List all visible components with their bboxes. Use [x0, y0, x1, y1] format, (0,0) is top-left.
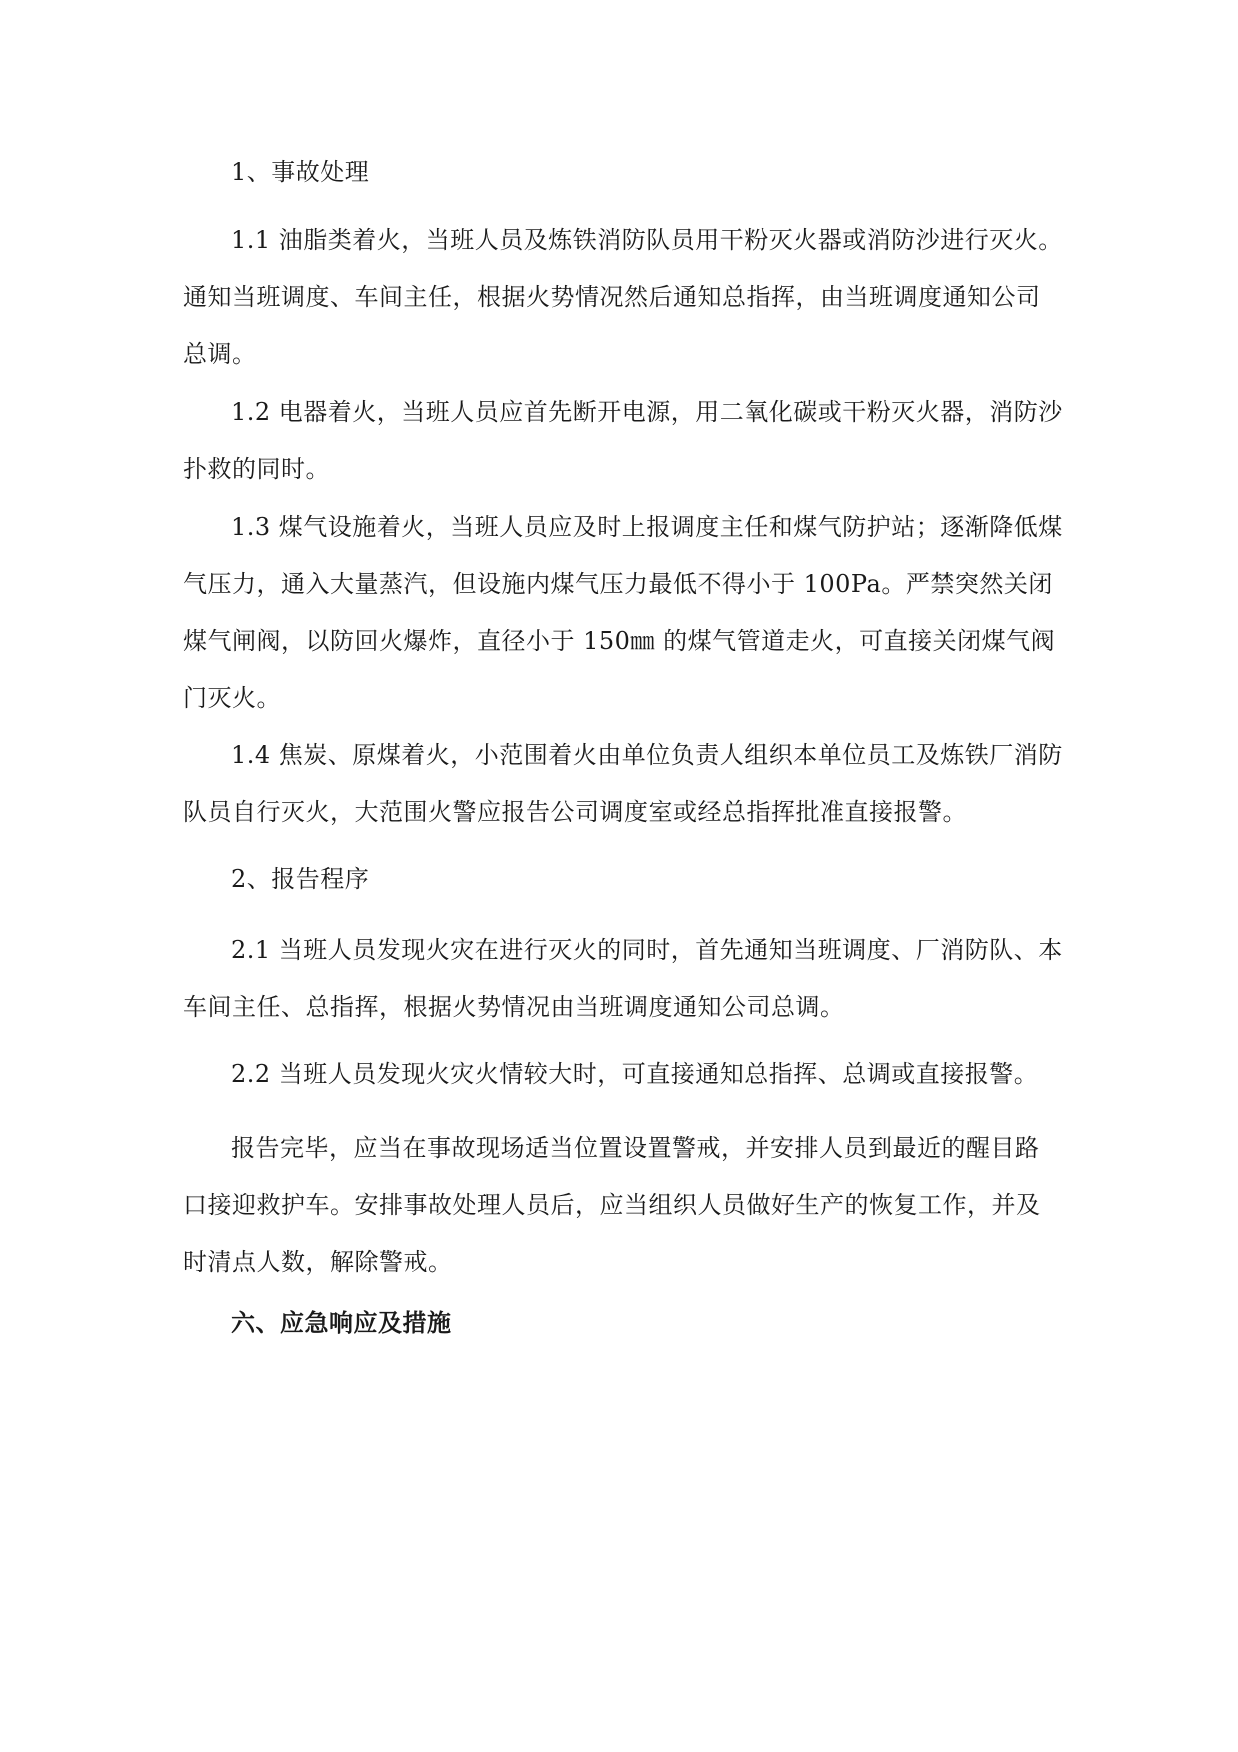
paragraph-text: 1.2 电器着火，当班人员应首先断开电源，用二氧化碳或干粉灭火器，消防沙扑救的同时。 — [183, 398, 1063, 483]
paragraph-1-2 — [183, 384, 1063, 498]
section-heading-text: 2、报告程序 — [231, 865, 370, 893]
paragraph-text: 1.3 煤气设施着火，当班人员应及时上报调度主任和煤气防护站；逐渐降低煤气压力，通入大量蒸汽，但设施内煤气压力最低不得小于 100Pa。严禁突然关闭煤气闸阀，以防回火爆炸，直径小于 150㎜ 的煤气管道走火，可直接关闭煤气阀门灭火。 — [183, 513, 1063, 712]
paragraph-text: 1.1 油脂类着火，当班人员及炼铁消防队员用干粉灭火器或消防沙进行灭火。通知当班调度、车间主任，根据火势情况然后通知总指挥，由当班调度通知公司总调。 — [183, 226, 1063, 368]
paragraph-1-4 — [183, 727, 1063, 841]
paragraph-text: 2.2 当班人员发现火灾火情较大时，可直接通知总指挥、总调或直接报警。 — [231, 1060, 1039, 1088]
section-heading-accident-handling — [183, 144, 1063, 201]
paragraph-report-complete — [183, 1120, 1063, 1291]
paragraph-text: 2.1 当班人员发现火灾在进行灭火的同时，首先通知当班调度、厂消防队、本车间主任、总指挥，根据火势情况由当班调度通知公司总调。 — [183, 936, 1063, 1021]
paragraph-2-1 — [183, 922, 1063, 1036]
paragraph-1-1 — [183, 212, 1063, 383]
chapter-heading-text: 六、应急响应及措施 — [231, 1308, 452, 1337]
section-heading-reporting-procedure — [183, 851, 1063, 908]
paragraph-1-3 — [183, 499, 1063, 727]
chapter-heading — [183, 1294, 1063, 1351]
section-heading-text: 1、事故处理 — [231, 158, 370, 186]
paragraph-2-2 — [183, 1046, 1063, 1103]
paragraph-text: 报告完毕，应当在事故现场适当位置设置警戒，并安排人员到最近的醒目路口接迎救护车。安排事故处理人员后，应当组织人员做好生产的恢复工作，并及时清点人数，解除警戒。 — [183, 1134, 1041, 1276]
paragraph-text: 1.4 焦炭、原煤着火，小范围着火由单位负责人组织本单位员工及炼铁厂消防队员自行灭火，大范围火警应报告公司调度室或经总指挥批准直接报警。 — [183, 741, 1063, 826]
